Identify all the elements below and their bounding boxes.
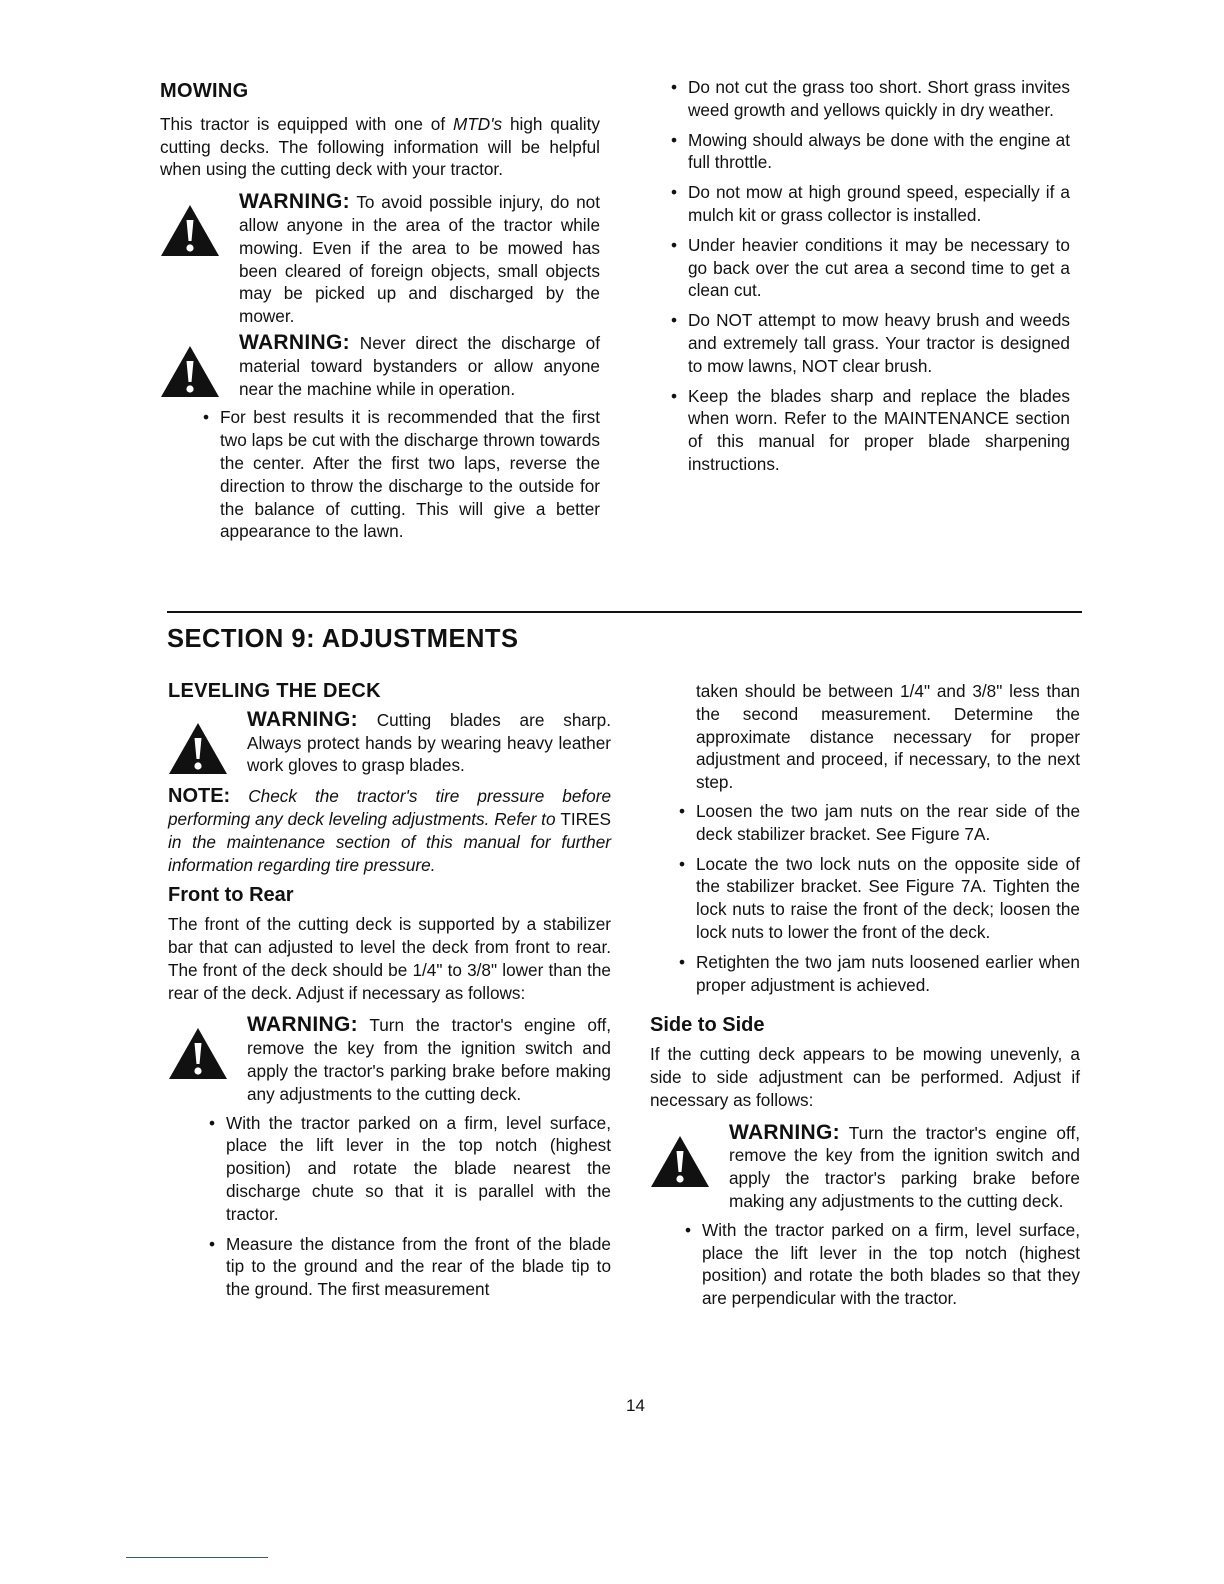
warning-triangle-icon: [168, 721, 228, 775]
side-to-side-heading: Side to Side: [650, 1014, 765, 1037]
list-item: • Mowing should always be done with the engine at full throttle.: [666, 129, 1070, 175]
warning-triangle-icon: [160, 344, 220, 398]
warning-text: Never direct the discharge of material toward bystanders or allow anyone near the machine while in operation.: [239, 332, 600, 399]
list-item: • For best results it is recommended that the first two laps be cut with the discharge thrown towards the center. After the first two laps, reverse the direction to throw the discharge to the outside for the balance of cutting. This will give a better appearance to the lawn.: [198, 406, 600, 543]
mowing-warning-1: [160, 191, 600, 328]
mowing-right-bullets: [666, 76, 1070, 476]
list-item: • Do not cut the grass too short. Short grass invites weed growth and yellows quickly in dry weather.: [666, 76, 1070, 122]
mowing-intro: [160, 113, 600, 181]
leveling-warning: [168, 709, 611, 777]
list-item: • Retighten the two jam nuts loosened earlier when proper adjustment is achieved.: [674, 951, 1080, 997]
page-number: 14: [626, 1396, 645, 1415]
list-item: • With the tractor parked on a firm, level surface, place the lift lever in the top notch (highest position) and rotate the both blades so that they are perpendicular with the tractor.: [680, 1219, 1080, 1310]
list-item: • Locate the two lock nuts on the opposite side of the stabilizer bracket. See Figure 7A. Tighten the lock nuts to raise the front of the deck; loosen the lock nuts to lower the front of the deck.: [674, 853, 1080, 944]
warning-text: Cutting blades are sharp. Always protect hands by wearing heavy leather work gloves to grasp blades.: [247, 709, 611, 776]
section-divider: [167, 611, 1082, 613]
note-label: NOTE:: [168, 785, 231, 808]
warning-triangle-icon: [168, 1026, 228, 1080]
note-text: Check the tractor's tire pressure before performing any deck leveling adjustments. Refer to: [168, 786, 611, 829]
warning-text: Turn the tractor's engine off, remove the key from the ignition switch and apply the tractor's parking brake before making any adjustments to the cutting deck.: [729, 1122, 1080, 1211]
warning-label: WARNING:: [247, 707, 358, 731]
intro-text-end: high quality cutting decks. The following information will be helpful when using the cutting deck with your tractor.: [160, 113, 600, 180]
front-to-rear-warning: [168, 1014, 611, 1105]
mowing-right-column: [666, 76, 1070, 476]
note-text: in the maintenance section of this manual for further information regarding tire pressure.: [168, 831, 611, 875]
list-item: • Keep the blades sharp and replace the blades when worn. Refer to the MAINTENANCE section of this manual for proper blade sharpening instructions.: [666, 385, 1070, 476]
front-to-rear-paragraph: The front of the cutting deck is supported by a stabilizer bar that can adjusted to level the deck from front to rear. The front of the deck should be 1/4" to 3/8" lower than the rear of the deck. Adjust if necessary as follows:: [168, 914, 611, 1003]
tire-pressure-note: [168, 785, 611, 876]
leveling-heading: LEVELING THE DECK: [168, 680, 381, 702]
intro-brand: MTD's: [452, 113, 503, 134]
note-tires-ref: TIRES: [560, 808, 611, 829]
side-to-side-paragraph: If the cutting deck appears to be mowing unevenly, a side to side adjustment can be performed. Adjust if necessary as follows:: [650, 1044, 1080, 1110]
warning-label: WARNING:: [729, 1120, 840, 1144]
leveling-right-column: [650, 680, 1080, 1310]
list-item: • Measure the distance from the front of the blade tip to the ground and the rear of the blade tip to the ground. The first measurement: [204, 1233, 611, 1301]
adjustment-bullets: [674, 800, 1080, 996]
warning-text: Turn the tractor's engine off, remove the key from the ignition switch and apply the tractor's parking brake before making any adjustments to the cutting deck.: [247, 1015, 611, 1104]
mowing-warning-2: [160, 332, 600, 400]
leveling-left-column: [168, 680, 611, 1301]
mowing-left-bullets: [198, 406, 600, 543]
side-to-side-bullets: [680, 1219, 1080, 1310]
front-to-rear-bullets: [204, 1112, 611, 1301]
warning-text: To avoid possible injury, do not allow anyone in the area of the tractor while mowing. Even if the area to be mowed has been cleared of foreign objects, small objects may be picked up and discharged by the mower.: [239, 192, 600, 327]
measurement-continued: taken should be between 1/4" and 3/8" less than the second measurement. Determine the approximate distance necessary for proper adjustment and proceed, if necessary, to the next step.: [696, 681, 1080, 793]
list-item: • Do NOT attempt to mow heavy brush and weeds and extremely tall grass. Your tractor is designed to mow lawns, NOT clear brush.: [666, 309, 1070, 377]
footer-line: [126, 1557, 268, 1558]
section-title: SECTION 9: ADJUSTMENTS: [167, 625, 519, 653]
warning-label: WARNING:: [239, 330, 350, 354]
intro-text-start: This tractor is equipped with one of: [160, 113, 453, 134]
warning-triangle-icon: [650, 1134, 710, 1188]
warning-label: WARNING:: [247, 1013, 358, 1037]
list-item: • Loosen the two jam nuts on the rear side of the deck stabilizer bracket. See Figure 7A.: [674, 800, 1080, 846]
mowing-heading: MOWING: [160, 80, 249, 102]
front-to-rear-heading: Front to Rear: [168, 884, 294, 907]
mowing-left-column: [160, 80, 600, 543]
warning-label: WARNING:: [239, 190, 350, 214]
warning-triangle-icon: [160, 203, 220, 257]
list-item: • Under heavier conditions it may be necessary to go back over the cut area a second time to get a clean cut.: [666, 234, 1070, 302]
list-item: • With the tractor parked on a firm, level surface, place the lift lever in the top notch (highest position) and rotate the blade nearest the discharge chute so that it is parallel with the tractor.: [204, 1112, 611, 1226]
side-to-side-warning: [650, 1122, 1080, 1213]
list-item: • Do not mow at high ground speed, especially if a mulch kit or grass collector is installed.: [666, 181, 1070, 227]
